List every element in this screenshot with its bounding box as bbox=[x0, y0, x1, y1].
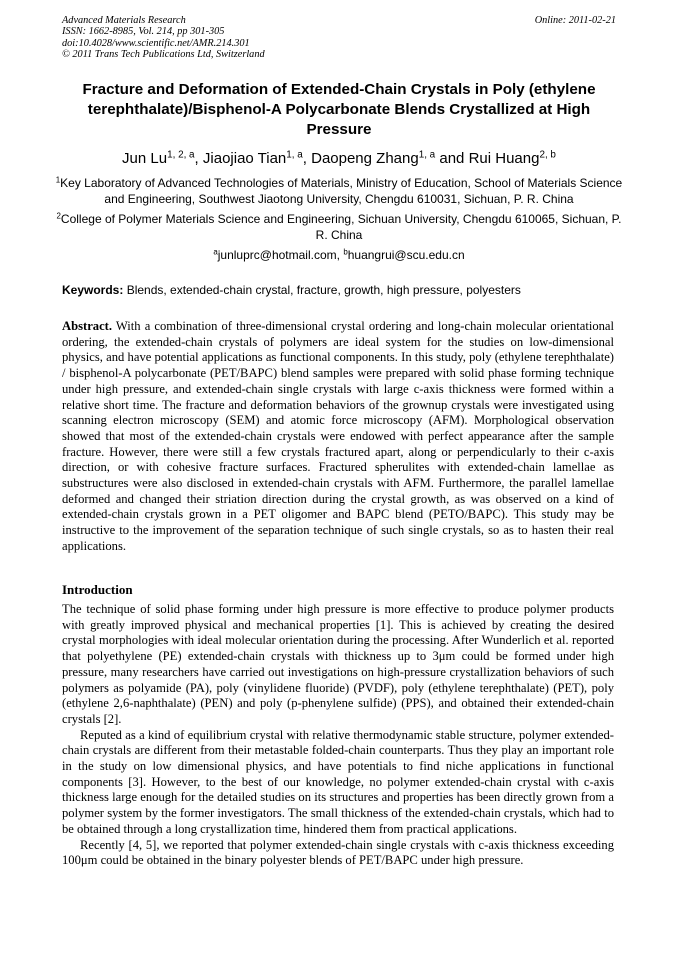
author-affiliation-marker: 2, b bbox=[539, 149, 556, 161]
keywords bbox=[62, 283, 616, 298]
email-address: huangrui@scu.edu.cn bbox=[347, 248, 465, 262]
author-name: Jiaojiao Tian bbox=[202, 150, 287, 167]
paper-title: Fracture and Deformation of Extended-Chain Crystals in Poly (ethylene terephthalate)/Bisphenol-A Polycarbonate Blends Crystallized at High Pressure bbox=[82, 81, 596, 138]
paragraph: Reputed as a kind of equilibrium crystal with relative thermodynamic stable structure, polymer extended-chain crystals are different from their metastable folded-chain counterparts. Thus they play an important role in the study on low dimensional physics, and have potentials to find niche applications in functional components [3]. However, to the best of our knowledge, no polymer extended-chain crystal with c-axis thickness large enough for the detailed studies on its structures and properties has been directly grown from a polymer system by the former investigators. The small thickness of the extended-chain crystals, which had to be obtained through a long crystallization time, hindered them from practical applications. bbox=[62, 727, 614, 836]
keywords-text: Blends, extended-chain crystal, fracture, growth, high pressure, polyesters bbox=[123, 283, 521, 297]
author-affiliation-marker: 1, a bbox=[286, 149, 303, 161]
email-address: junluprc@hotmail.com, bbox=[217, 248, 344, 262]
issn-line: ISSN: 1662-8985, Vol. 214, pp 301-305 bbox=[62, 26, 225, 38]
introduction-body bbox=[62, 602, 614, 869]
author-name: Rui Huang bbox=[468, 150, 540, 167]
affiliation-marker: 1 bbox=[55, 175, 61, 185]
keywords-label: Keywords: bbox=[62, 283, 124, 297]
author-affiliation-marker: 1, 2, a bbox=[167, 149, 195, 161]
author-affiliation-marker: 1, a bbox=[418, 149, 436, 161]
running-header bbox=[62, 15, 616, 61]
abstract-text: With a combination of three-dimensional crystal ordering and long-chain molecular orientational ordering, the extended-chain crystals of polymers are ideal system for the studies on low-dimensional physics, and have potential applications as functional components. In this study, poly (ethylene terephthalate) / bisphenol-A polycarbonate (PET/BAPC) blend samples were prepared with solid phase forming technique under high pressure, and extended-chain single crystals with large c-axis thickness were formed within a relative short time. The fracture and deformation behaviors of the grownup crystals were investigated using scanning electron microscopy (SEM) and atomic force microscopy (AFM). Morphological observation showed that most of the extended-chain crystals were endowed with perfect appearance after the sample fracture. However, there were still a few crystals fractured apart, along or perpendicularly to their c-axis direction, or with cohesive fracture surfaces. Fractured spherulites with extended-chain lamellae as substructures were also disclosed in extended-chain crystals with AFM. Furthermore, the parallel lamellae deformed and changed their striation direction during the crystal growth, as was observed on a kind of extended-chain crystals grown in a PET oligomer and BAPC blend (PETO/BAPC). This study may be instructive to the improvement of the separation technique of such single crystals, so as to hasten their real applications. bbox=[62, 319, 614, 553]
abstract bbox=[62, 319, 614, 555]
affiliation-text: Key Laboratory of Advanced Technologies of Materials, Ministry of Education, School of Materials Science and Engineering, Southwest Jiaotong University, Chengdu 610031, Sichuan, P. R. China bbox=[60, 176, 623, 206]
author-name: Jun Lu bbox=[122, 150, 168, 167]
paragraph: Recently [4, 5], we reported that polymer extended-chain single crystals with c-axis thickness exceeding 100μm could be obtained in the binary polyester blends of PET/BAPC under high pressure. bbox=[62, 837, 614, 868]
author-separator: and bbox=[435, 150, 469, 167]
author-separator: , bbox=[194, 150, 203, 167]
author-separator: , bbox=[302, 150, 312, 167]
copyright-line: © 2011 Trans Tech Publications Ltd, Switzerland bbox=[62, 49, 265, 61]
author-list bbox=[40, 150, 638, 168]
doi-line: doi:10.4028/www.scientific.net/AMR.214.301 bbox=[62, 37, 250, 49]
paragraph: The technique of solid phase forming under high pressure is more effective to produce polymer products with greatly improved physical and mechanical properties [1]. This is achieved by creating the desired crystal morphologies with ideal molecular orientation during the processing. After Wunderlich et al. reported that polyethylene (PE) extended-chain crystals with thickness up to 3μm could be formed under high pressure, many researchers have carried out investigations on high-pressure crystallization behaviors of such polymers as polyamide (PA), poly (vinylidene fluoride) (PVDF), poly (ethylene terephthalate) (PET), poly (ethylene 2,6-naphthalate) (PEN) and poly (p-phenylene sulfide) (PPS), and obtained their extended-chain crystals [2]. bbox=[62, 602, 614, 726]
author-emails bbox=[50, 248, 628, 264]
journal-name: Advanced Materials Research bbox=[62, 15, 186, 26]
affiliation-text: College of Polymer Materials Science and Engineering, Sichuan University, Chengdu 610065, Sichuan, P. R. China bbox=[60, 212, 622, 242]
affiliation-1 bbox=[50, 176, 628, 207]
email-marker: b bbox=[343, 247, 348, 257]
online-date: Online: 2011-02-21 bbox=[534, 15, 616, 26]
author-name: Daopeng Zhang bbox=[311, 150, 419, 167]
affiliation-marker: 2 bbox=[56, 211, 61, 221]
email-marker: a bbox=[213, 247, 218, 257]
section-heading-introduction: Introduction bbox=[62, 582, 133, 597]
abstract-label: Abstract. bbox=[62, 319, 113, 333]
affiliation-2 bbox=[50, 212, 628, 243]
